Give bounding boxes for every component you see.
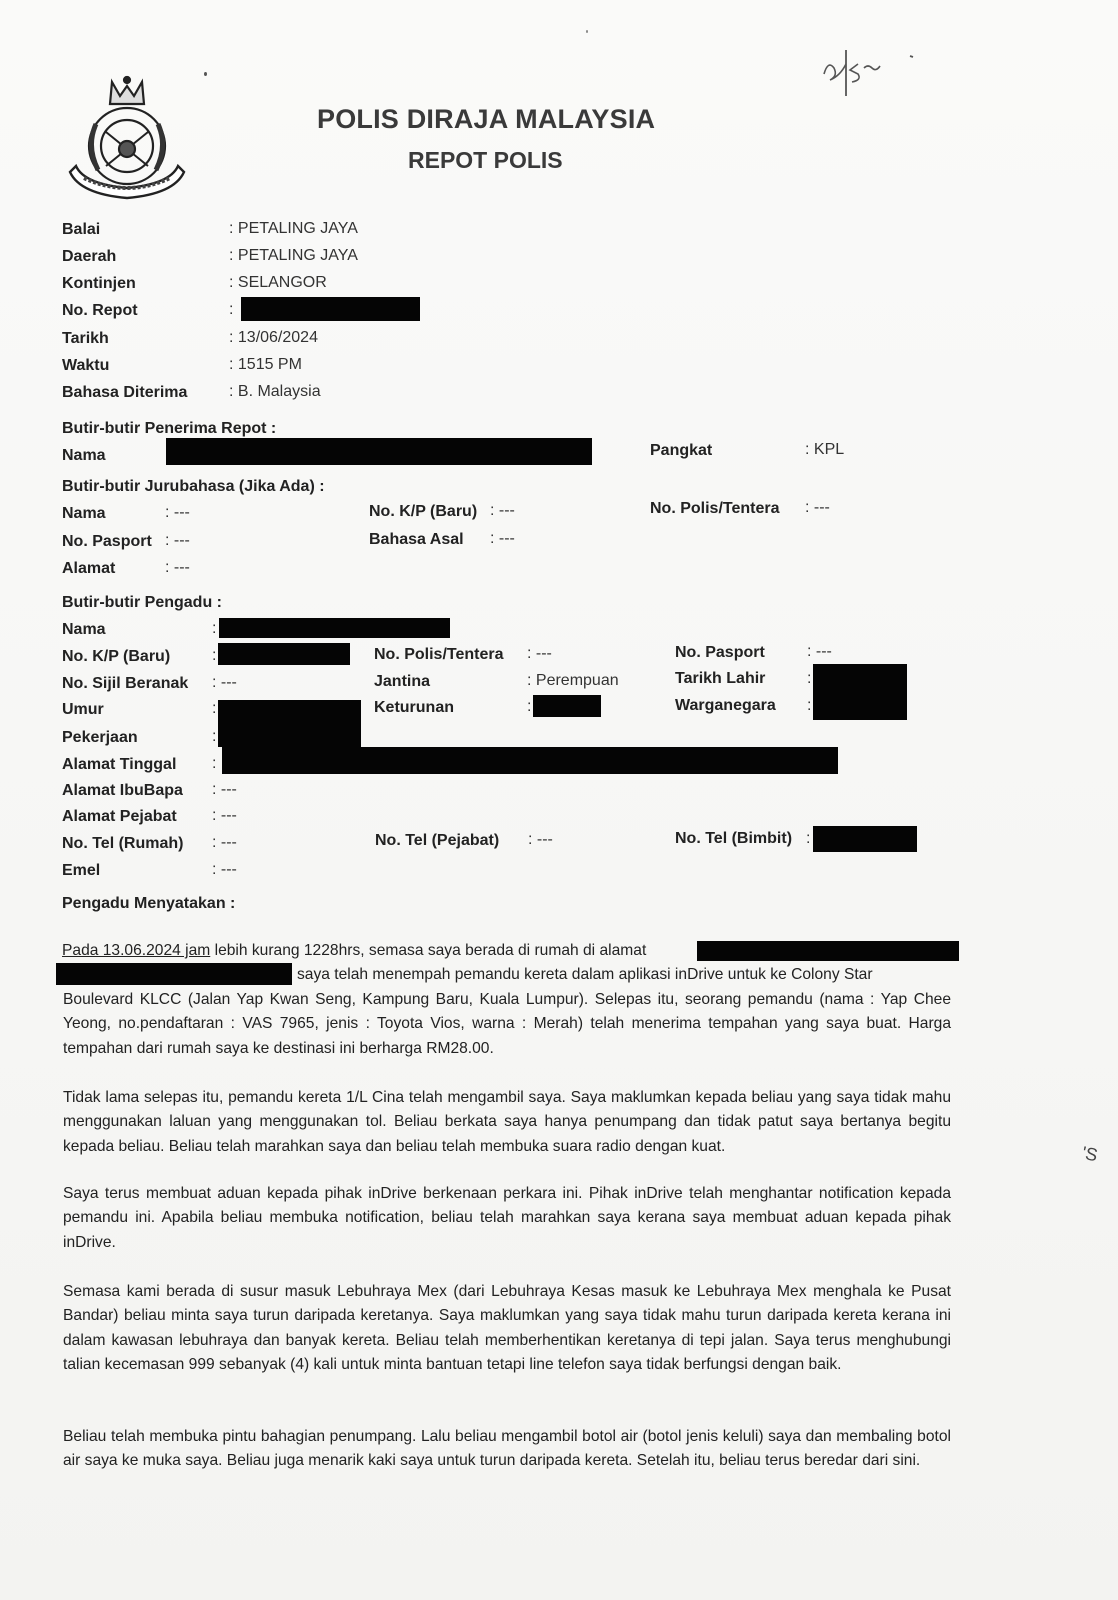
statement-paragraph-5: Beliau telah membuka pintu bahagian penumpang. Lalu beliau mengambil botol air (botol jenis keluli) saya dan membaling botol air saya ke muka saya. Beliau juga menarik kaki saya untuk turun daripada kereta. Setelah itu, beliau terus beredar dari sini.	[63, 1428, 951, 1470]
redacted-complainant-name	[219, 618, 450, 638]
field-label-complainant-alamat-tinggal: Alamat Tinggal	[62, 756, 177, 773]
redacted-report-number	[241, 297, 420, 321]
colon: :	[212, 728, 217, 745]
field-value-complainant-tel-pejabat: : ---	[528, 831, 553, 848]
field-value-complainant-pasport: : ---	[807, 643, 832, 660]
redacted-ethnicity	[533, 695, 601, 717]
colon: :	[212, 647, 217, 664]
field-label-interpreter-pasport: No. Pasport	[62, 533, 152, 550]
field-label-interpreter-kp: No. K/P (Baru)	[369, 503, 478, 520]
colon: :	[806, 830, 811, 847]
field-value-tarikh: : 13/06/2024	[229, 329, 318, 346]
field-label-daerah: Daerah	[62, 248, 117, 265]
field-value-pangkat: : KPL	[805, 441, 845, 458]
colon: :	[212, 620, 217, 637]
field-label-interpreter-nama: Nama	[62, 505, 106, 522]
redacted-home-address	[222, 747, 838, 774]
field-value-complainant-tel-rumah: : ---	[212, 834, 237, 851]
field-value-complainant-jantina: : Perempuan	[527, 672, 619, 689]
field-label-no-repot: No. Repot	[62, 302, 138, 319]
field-value-bahasa-diterima: : B. Malaysia	[229, 383, 321, 400]
field-value-interpreter-bahasa: : ---	[490, 530, 515, 547]
colon: :	[212, 700, 217, 717]
field-label-complainant-kp: No. K/P (Baru)	[62, 648, 171, 665]
field-label-balai: Balai	[62, 221, 101, 238]
edge-bleed-mark: 'S	[1080, 1142, 1100, 1166]
redacted-mobile-number	[813, 826, 917, 852]
redacted-receiver-name	[166, 438, 592, 465]
field-label-complainant-tarikh-lahir: Tarikh Lahir	[675, 670, 766, 687]
field-value-kontinjen: : SELANGOR	[229, 274, 327, 291]
field-label-kontinjen: Kontinjen	[62, 275, 136, 292]
field-label-interpreter-polis: No. Polis/Tentera	[650, 500, 780, 517]
field-value-complainant-sijil: : ---	[212, 674, 237, 691]
handwritten-initials	[820, 40, 930, 100]
colon: :	[807, 670, 812, 687]
field-value-complainant-emel: : ---	[212, 861, 237, 878]
field-label-complainant-jantina: Jantina	[374, 673, 431, 690]
colon: :	[212, 755, 217, 772]
field-value-complainant-polis: : ---	[527, 645, 552, 662]
redacted-address-in-statement	[697, 941, 959, 961]
field-value-interpreter-pasport: : ---	[165, 532, 190, 549]
field-label-tarikh: Tarikh	[62, 330, 109, 347]
field-label-complainant-tel-bimbit: No. Tel (Bimbit)	[675, 830, 793, 847]
field-label-complainant-warganegara: Warganegara	[675, 697, 776, 714]
field-value-interpreter-polis: : ---	[805, 499, 830, 516]
statement-p1-line1-text: lebih kurang 1228hrs, semasa saya berada di rumah di alamat	[210, 942, 647, 959]
statement-paragraph-3: Saya terus membuat aduan kepada pihak inDrive berkenaan perkara ini. Pihak inDrive telah menghantar notification kepada pemandu ini. Apabila beliau membuka notification, beliau telah marahkan saya kerana saya membuat aduan kepada pihak inDrive.	[63, 1185, 951, 1251]
field-label-complainant-tel-rumah: No. Tel (Rumah)	[62, 835, 184, 852]
field-label-waktu: Waktu	[62, 357, 110, 374]
field-value-no-repot: :	[229, 301, 234, 318]
statement-paragraph-2: Tidak lama selepas itu, pemandu kereta 1/L Cina telah mengambil saya. Saya maklumkan kepada beliau yang saya tidak mahu menggunakan laluan yang menggunakan tol. Beliau berkata saya hanya penumpang dan tidak patut saya bertanya begitu kepada beliau. Beliau telah marahkan saya dan beliau telah membuka suara radio dengan kuat.	[63, 1089, 951, 1155]
field-label-interpreter-alamat: Alamat	[62, 560, 116, 577]
redacted-age-and-occupation	[218, 700, 361, 747]
field-value-daerah: : PETALING JAYA	[229, 247, 358, 264]
field-value-interpreter-nama: : ---	[165, 504, 190, 521]
statement-paragraph-4: Semasa kami berada di susur masuk Lebuhraya Mex (dari Lebuhraya Kesas masuk ke Lebuhraya Mex menghala ke Pusat Bandar) beliau minta saya turun daripada keretanya. Saya maklumkan yang saya tidak mahu turun daripada kereta kerana ini dalam kawasan lebuhraya dan banyak kereta. Beliau telah memberhentikan keretanya di tepi jalan. Saya terus menghubungi talian kecemasan 999 sebanyak (4) kali untuk minta bantuan tetapi line telefon saya tidak berfungsi dengan baik.	[63, 1283, 951, 1373]
field-label-complainant-tel-pejabat: No. Tel (Pejabat)	[375, 832, 500, 849]
redacted-complainant-ic	[218, 643, 350, 665]
statement-date-underlined: Pada 13.06.2024 jam	[62, 942, 211, 959]
field-value-interpreter-alamat: : ---	[165, 559, 190, 576]
field-label-receiver-nama: Nama	[62, 447, 106, 464]
redacted-address-in-statement-cont	[56, 963, 292, 985]
speck	[586, 30, 588, 33]
statement-p1-line2: saya telah menempah pemandu kereta dalam aplikasi inDrive untuk ke Colony Star	[297, 966, 873, 983]
section-heading-receiver: Butir-butir Penerima Repot :	[62, 420, 277, 437]
colon: :	[807, 697, 812, 714]
field-value-balai: : PETALING JAYA	[229, 220, 358, 237]
field-label-complainant-nama: Nama	[62, 621, 106, 638]
field-label-complainant-alamat-pejabat: Alamat Pejabat	[62, 808, 177, 825]
field-label-interpreter-bahasa: Bahasa Asal	[369, 531, 464, 548]
colon: :	[527, 698, 532, 715]
field-label-complainant-pasport: No. Pasport	[675, 644, 765, 661]
statement-p1-line1	[62, 942, 646, 960]
field-label-complainant-sijil: No. Sijil Beranak	[62, 675, 189, 692]
field-label-pangkat: Pangkat	[650, 442, 713, 459]
statement-paragraph-1: Boulevard KLCC (Jalan Yap Kwan Seng, Kampung Baru, Kuala Lumpur). Selepas itu, seorang pemandu (nama : Yap Chee Yeong, no.pendaftaran : VAS 7965, jenis : Toyota Vios, warna : Merah) telah menerima tempahan yang saya buat. Harga tempahan dari rumah saya ke destinasi ini berharga RM28.00.	[63, 991, 951, 1057]
speck	[204, 72, 207, 76]
section-heading-interpreter: Butir-butir Jurubahasa (Jika Ada) :	[62, 478, 325, 495]
field-value-complainant-alamat-ibubapa: : ---	[212, 781, 237, 798]
field-label-complainant-alamat-ibubapa: Alamat IbuBapa	[62, 782, 183, 799]
field-value-interpreter-kp: : ---	[490, 502, 515, 519]
page-subtitle: REPOT POLIS	[408, 147, 563, 173]
field-value-complainant-alamat-pejabat: : ---	[212, 807, 237, 824]
field-label-bahasa-diterima: Bahasa Diterima	[62, 384, 188, 401]
field-value-waktu: : 1515 PM	[229, 356, 302, 373]
field-label-complainant-polis: No. Polis/Tentera	[374, 646, 504, 663]
field-label-complainant-emel: Emel	[62, 862, 101, 879]
field-label-complainant-pekerjaan: Pekerjaan	[62, 729, 138, 746]
field-label-complainant-keturunan: Keturunan	[374, 699, 454, 716]
police-crest-icon	[62, 74, 192, 204]
field-label-complainant-umur: Umur	[62, 701, 104, 718]
section-heading-statement: Pengadu Menyatakan :	[62, 895, 236, 912]
redacted-dob-and-nationality	[813, 664, 907, 720]
section-heading-complainant: Butir-butir Pengadu :	[62, 594, 222, 611]
page-title: POLIS DIRAJA MALAYSIA	[317, 104, 656, 134]
